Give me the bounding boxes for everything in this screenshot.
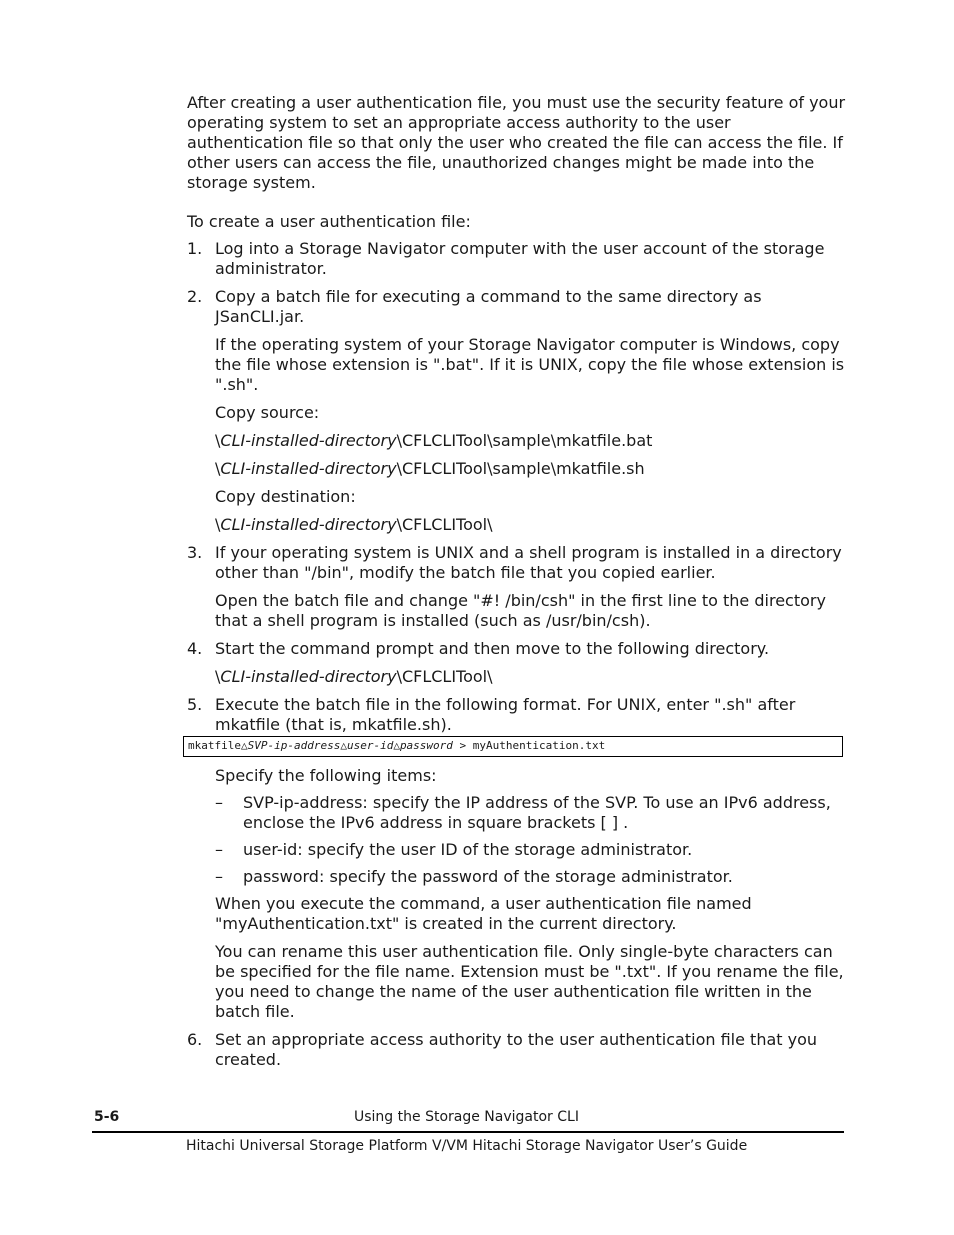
- step-text: Set an appropriate access authority to the user authentication file that you created.: [215, 1030, 818, 1069]
- list-item: – SVP-ip-address: specify the IP address of the SVP. To use an IPv6 address, enclose the IPv6 address in square brackets [ ] .: [215, 793, 831, 832]
- intro-paragraph: After creating a user authentication file, you must use the security feature of your operating system to set an appropriate access authority to the user authentication file so that only the user who created the file can access the file. If other users can access the file, unauthorized changes might be made into the storage system.: [187, 93, 846, 192]
- source-path-sh: \CLI-installed-directory\CFLCLITool\sample\mkatfile.sh: [215, 459, 645, 478]
- step-1: [187, 239, 852, 279]
- page-number: 5-6: [94, 1109, 120, 1125]
- step-note: Open the batch file and change "#! /bin/csh" in the first line to the directory that a shell program is installed (such as /usr/bin/csh).: [215, 591, 826, 630]
- step-2: [187, 287, 852, 535]
- list-item: – password: specify the password of the storage administrator.: [215, 867, 733, 886]
- step-4: [187, 639, 852, 687]
- command-syntax-box: mkatfile△SVP-ip-address△user-id△password > myAuthentication.txt: [183, 736, 843, 757]
- destination-path: \CLI-installed-directory\CFLCLITool\: [215, 515, 493, 534]
- step-number: 3.: [187, 543, 203, 562]
- path-variable: CLI-installed-directory: [220, 667, 397, 686]
- footer-doc-title: Hitachi Universal Storage Platform V/VM Hitachi Storage Navigator User’s Guide: [186, 1138, 748, 1154]
- parameter-list: [187, 793, 852, 887]
- path-variable: CLI-installed-directory: [220, 459, 397, 478]
- list-item: – user-id: specify the user ID of the storage administrator.: [215, 840, 693, 859]
- footer-divider: [92, 1131, 844, 1133]
- path-variable: CLI-installed-directory: [220, 515, 397, 534]
- footer-section: Using the Storage Navigator CLI: [354, 1109, 579, 1125]
- step-number: 2.: [187, 287, 203, 306]
- step-text: Execute the batch file in the following format. For UNIX, enter ".sh" after mkatfile (that is, mkatfile.sh).: [215, 695, 796, 734]
- copy-destination-label: Copy destination:: [215, 487, 356, 506]
- page-body: [187, 93, 852, 1078]
- step-number: 4.: [187, 639, 203, 658]
- step-5: [187, 695, 852, 735]
- directory-path: \CLI-installed-directory\CFLCLITool\: [215, 667, 493, 686]
- step-text: If your operating system is UNIX and a shell program is installed in a directory other than "/bin", modify the batch file that you copied earlier.: [215, 543, 842, 582]
- step-text: Start the command prompt and then move to the following directory.: [215, 639, 770, 658]
- specify-label: Specify the following items:: [215, 766, 437, 785]
- step-3: [187, 543, 852, 631]
- source-path-bat: \CLI-installed-directory\CFLCLITool\sample\mkatfile.bat: [215, 431, 653, 450]
- rename-note: You can rename this user authentication file. Only single-byte characters can be specified for the file name. Extension must be ".txt". If you rename the file, you need to change the name of the user authentication file written in the batch file.: [215, 942, 844, 1021]
- step-number: 5.: [187, 695, 203, 714]
- step-number: 1.: [187, 239, 203, 258]
- path-variable: CLI-installed-directory: [220, 431, 397, 450]
- step-note: If the operating system of your Storage Navigator computer is Windows, copy the file whose extension is ".bat". If it is UNIX, copy the file whose extension is ".sh".: [215, 335, 845, 394]
- procedure-lead: To create a user authentication file:: [187, 212, 471, 231]
- step-number: 6.: [187, 1030, 203, 1049]
- result-note: When you execute the command, a user authentication file named "myAuthentication.txt" is created in the current directory.: [215, 894, 752, 933]
- step-text: Log into a Storage Navigator computer with the user account of the storage administrator.: [215, 239, 825, 278]
- copy-source-label: Copy source:: [215, 403, 320, 422]
- step-text: Copy a batch file for executing a command to the same directory as JSanCLI.jar.: [215, 287, 762, 326]
- step-6: [187, 1030, 852, 1070]
